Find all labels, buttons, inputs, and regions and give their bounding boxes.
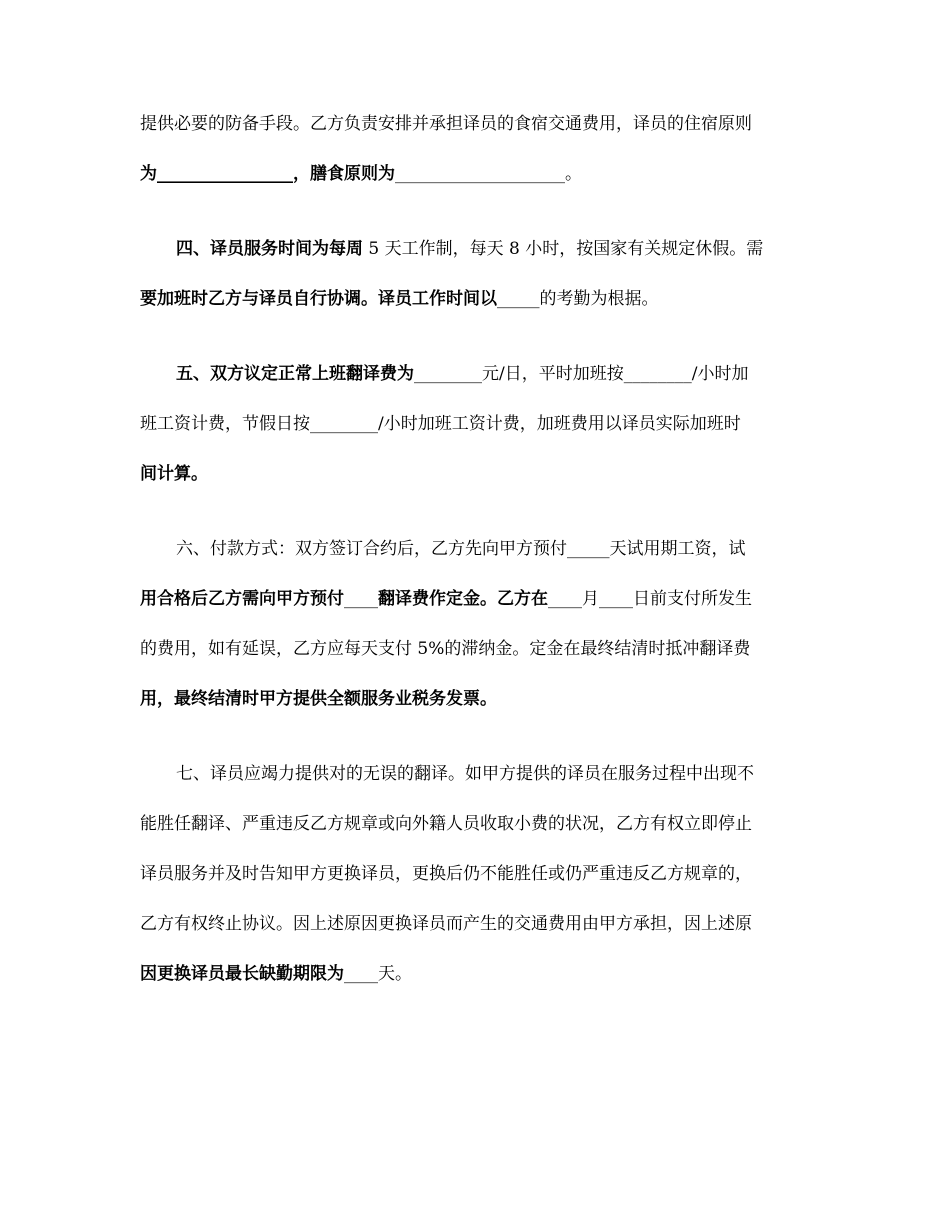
blank-field: ____________________	[395, 164, 565, 184]
paragraph-line	[140, 287, 820, 311]
blank-field: ________________	[157, 164, 293, 184]
text-run: ____月____日前支付所发生	[548, 589, 752, 609]
text-run: 六、付款方式：双方签订合约后，乙方先向甲方预付_____天试用期工资，试	[176, 539, 746, 559]
text-run: ________元/日，平时加班按________/小时加	[414, 364, 749, 384]
text-run: 翻译费作定金。乙方在	[378, 589, 548, 609]
text-run: 为	[140, 164, 157, 184]
text-run: 译员服务并及时告知甲方更换译员，更换后仍不能胜任或仍严重违反乙方规章的，	[140, 864, 752, 884]
clause-heading: 四、译员服务时间为每周	[176, 239, 363, 259]
paragraph-line	[140, 962, 820, 986]
paragraph-line	[140, 637, 820, 661]
text-run: 班工资计费，节假日按________/小时加班工资计费，加班费用以译员实际加班时	[140, 414, 741, 434]
paragraph-line	[140, 862, 820, 886]
paragraph-line	[176, 762, 856, 786]
text-run: 用，最终结清时甲方提供全额服务业税务发票。	[140, 689, 497, 709]
text-run: 的费用，如有延误，乙方应每天支付 5%的滞纳金。定金在最终结清时抵冲翻译费	[140, 639, 751, 659]
text-run: 。	[565, 164, 582, 184]
paragraph-line	[140, 587, 820, 611]
text-run: 间计算。	[140, 464, 208, 484]
text-run: 的考勤为根据。	[539, 289, 659, 309]
paragraph-line	[176, 537, 856, 561]
paragraph-line	[140, 162, 820, 186]
paragraph-line	[140, 462, 820, 486]
paragraph-line	[176, 237, 856, 261]
clause-heading: 五、双方议定正常上班翻译费为	[176, 364, 414, 384]
paragraph-line	[140, 812, 820, 836]
text-run: 要加班时乙方与译员自行协调。译员工作时间以	[140, 289, 497, 309]
text-run: ，膳食原则为	[293, 164, 395, 184]
text-run: ____天。	[344, 964, 412, 984]
blank-field: _____	[497, 289, 540, 309]
text-run: 七、译员应竭力提供对的无误的翻译。如甲方提供的译员在服务过程中出现不	[176, 764, 754, 784]
blank-field: ____	[344, 589, 378, 609]
text-run: 乙方有权终止协议。因上述原因更换译员而产生的交通费用由甲方承担，因上述原	[140, 914, 752, 934]
paragraph-line	[140, 112, 820, 136]
text-run: 用合格后乙方需向甲方预付	[140, 589, 344, 609]
text-run: 提供必要的防备手段。乙方负责安排并承担译员的食宿交通费用，译员的住宿原则	[140, 114, 752, 134]
paragraph-line	[140, 687, 820, 711]
text-run: 能胜任翻译、严重违反乙方规章或向外籍人员收取小费的状况，乙方有权立即停止	[140, 814, 752, 834]
paragraph-line	[140, 412, 820, 436]
paragraph-line	[140, 912, 820, 936]
text-run: 5 天工作制，每天 8 小时，按国家有关规定休假。需	[363, 239, 764, 259]
text-run: 因更换译员最长缺勤期限为	[140, 964, 344, 984]
paragraph-line	[176, 362, 856, 386]
